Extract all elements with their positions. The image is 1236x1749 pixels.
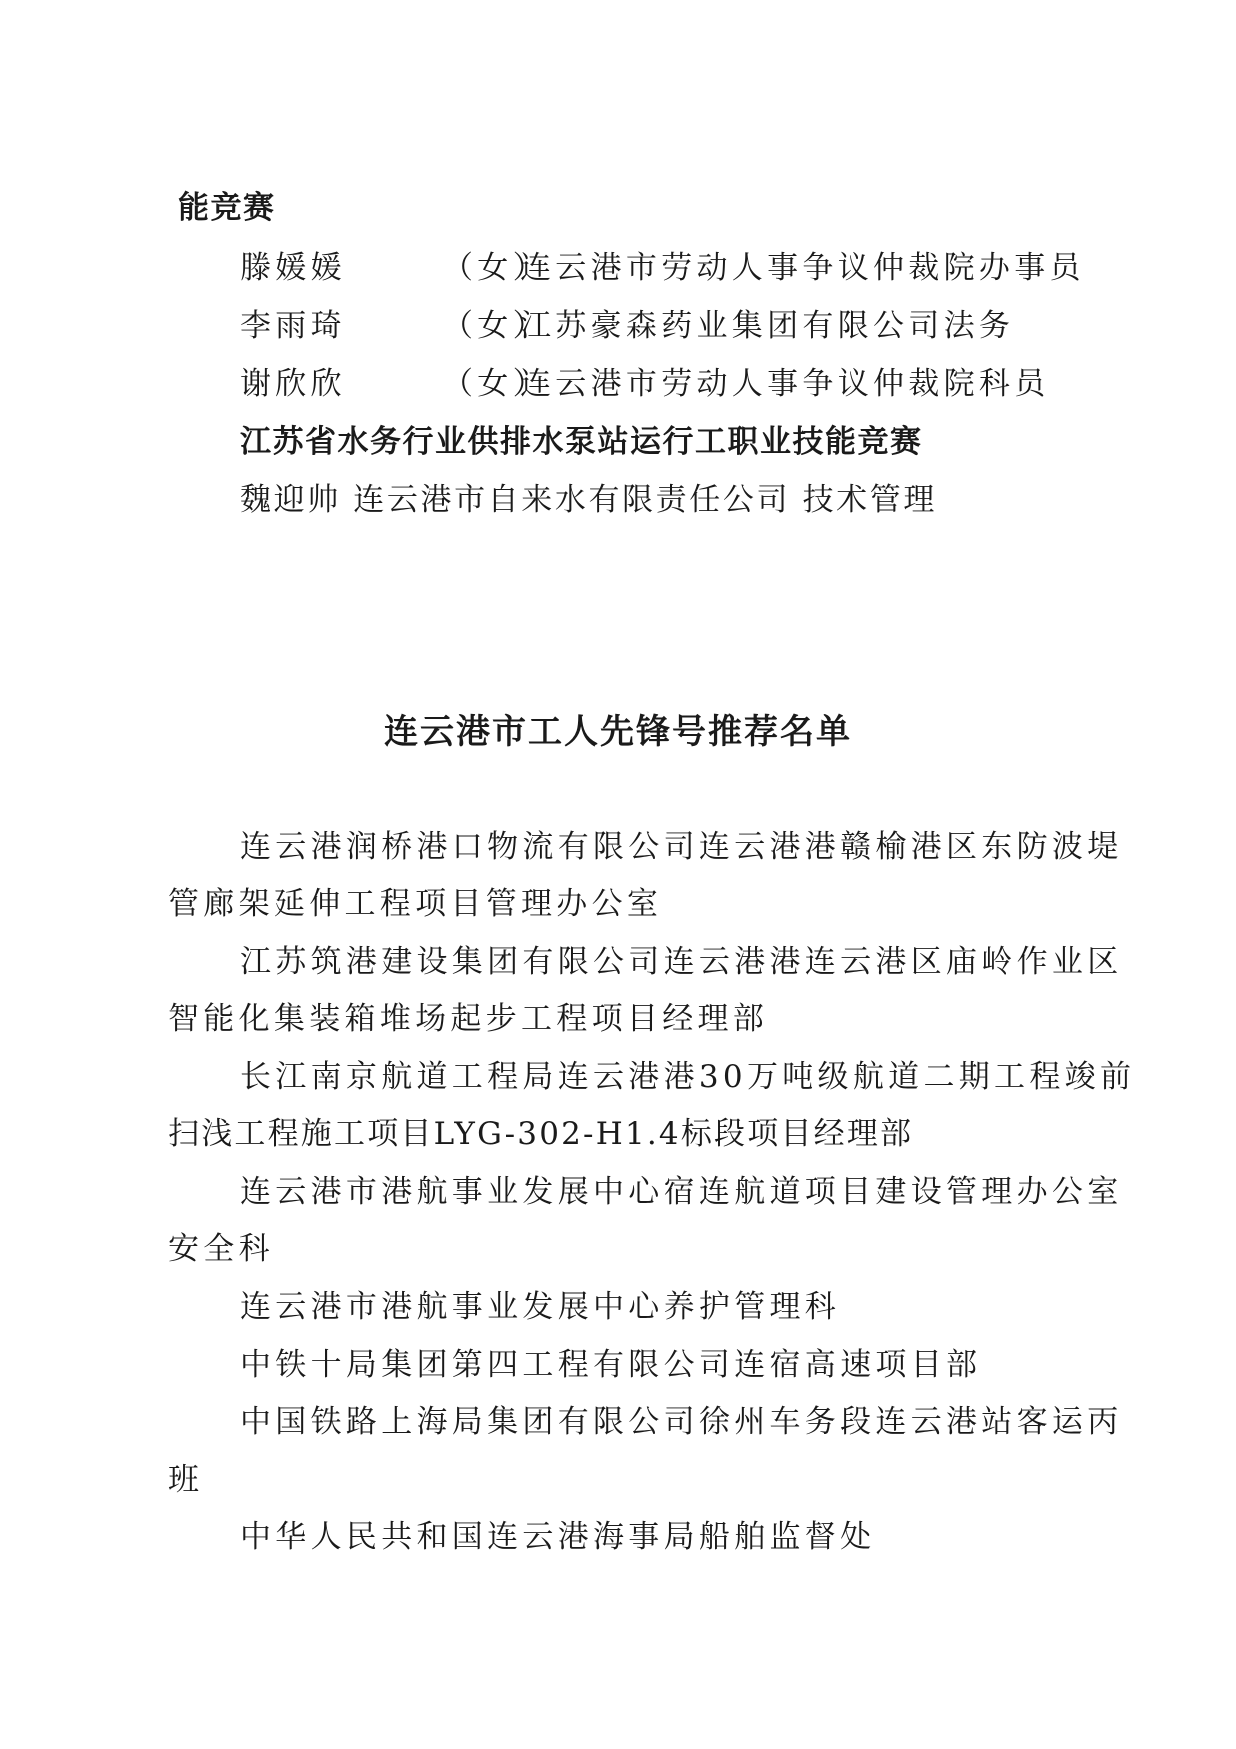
person-role: 技术管理 — [802, 482, 937, 518]
list-item-line: 长江南京航道工程局连云港港30万吨级航道二期工程竣前 — [240, 1059, 1136, 1095]
page-title: 连云港市工人先锋号推荐名单 — [384, 712, 852, 752]
person-org: 连云港市自来水有限责任公司 — [353, 482, 791, 518]
competition-heading: 江苏省水务行业供排水泵站运行工职业技能竞赛 — [240, 424, 923, 460]
list-item-line: 连云港润桥港口物流有限公司连云港港赣榆港区东防波堤 — [240, 829, 1123, 865]
competition-heading-tail: 能竞赛 — [178, 190, 276, 226]
person-org: 连云港市劳动人事争议仲裁院科员 — [520, 366, 1050, 402]
person-name: 李雨琦 — [240, 308, 346, 344]
list-item-line: 管廊架延伸工程项目管理办公室 — [168, 886, 663, 922]
list-item-line: 连云港市港航事业发展中心宿连航道项目建设管理办公室 — [240, 1174, 1123, 1210]
person-name: 滕媛媛 — [240, 250, 346, 286]
award-entry — [240, 248, 1085, 288]
person-org: 江苏豪森药业集团有限公司法务 — [520, 308, 1015, 344]
list-item-line: 江苏筑港建设集团有限公司连云港港连云港区庙岭作业区 — [240, 944, 1123, 980]
list-item-line: 智能化集装箱堆场起步工程项目经理部 — [168, 1001, 769, 1037]
list-item-line: 中铁十局集团第四工程有限公司连宿高速项目部 — [240, 1347, 982, 1383]
person-gender: （女） — [442, 366, 548, 402]
person-gender: （女） — [442, 308, 548, 344]
person-name: 魏迎帅 — [240, 482, 341, 518]
list-item-line: 中国铁路上海局集团有限公司徐州车务段连云港站客运丙 — [240, 1404, 1123, 1440]
list-item-line: 班 — [168, 1462, 204, 1498]
person-name: 谢欣欣 — [240, 366, 346, 402]
list-item-line: 连云港市港航事业发展中心养护管理科 — [240, 1289, 841, 1325]
list-item-line: 中华人民共和国连云港海事局船舶监督处 — [240, 1519, 876, 1555]
person-org: 连云港市劳动人事争议仲裁院办事员 — [520, 250, 1085, 286]
award-entry — [240, 364, 1050, 404]
person-gender: （女） — [442, 250, 548, 286]
list-item-line: 扫浅工程施工项目LYG-302-H1.4标段项目经理部 — [168, 1116, 914, 1152]
award-entry — [240, 306, 1014, 346]
award-entry — [240, 480, 937, 520]
list-item-line: 安全科 — [168, 1231, 274, 1267]
